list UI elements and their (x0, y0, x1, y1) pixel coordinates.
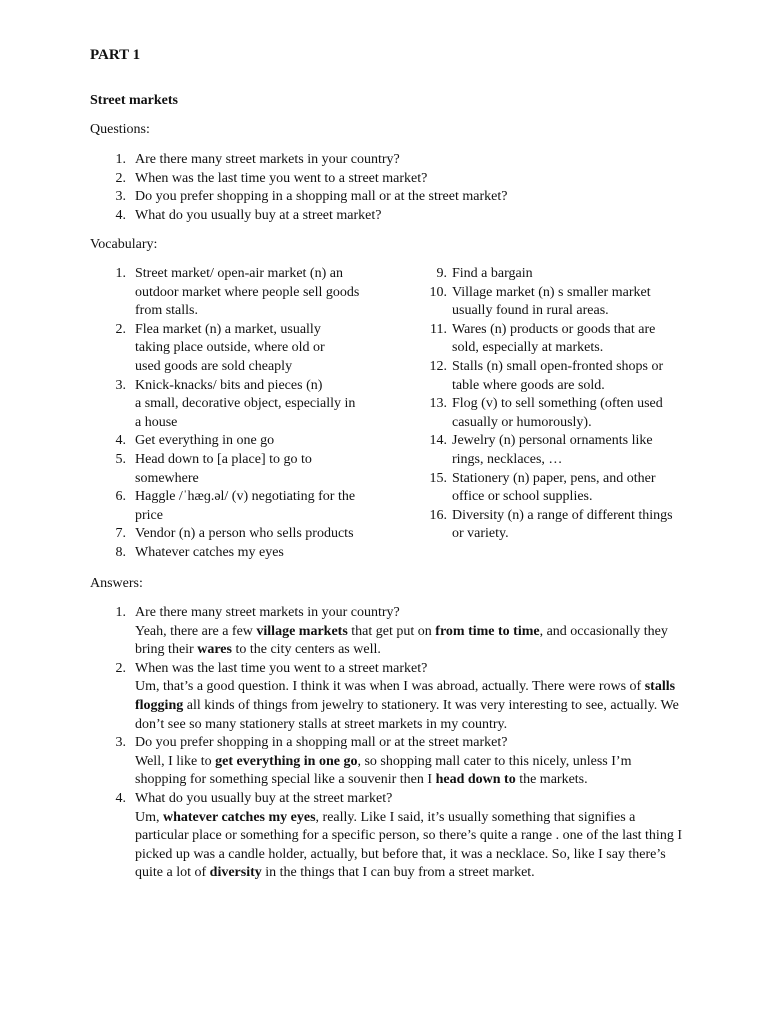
vocab-number: 2. (115, 321, 126, 337)
answer-text: the markets. (515, 772, 588, 788)
vocab-text-line: Knick-knacks/ bits and pieces (n) (135, 377, 323, 393)
answer-line (135, 771, 588, 790)
answer-line (135, 734, 507, 753)
answer-line (135, 790, 392, 809)
answer-text: Um, (135, 809, 163, 825)
answer-line (135, 864, 535, 883)
vocab-text-line: casually or humorously). (452, 414, 592, 430)
vocab-text-line: or variety. (452, 526, 509, 542)
question-text: What do you usually buy at a street market? (135, 207, 382, 223)
answer-line (135, 623, 668, 642)
answer-line (135, 697, 679, 716)
answer-number: 2. (115, 660, 126, 676)
vocab-text-line: price (135, 507, 163, 523)
answer-text: Yeah, there are a few (135, 623, 257, 639)
answer-line (135, 827, 682, 846)
answer-text: picked up was a candle holder, actually, but before that, it was a necklace. So, like I say there’s (135, 846, 666, 862)
vocab-number: 3. (115, 377, 126, 393)
vocab-text-line: somewhere (135, 470, 199, 486)
vocab-number: 14. (429, 433, 447, 449)
answer-keyword: flogging (135, 698, 184, 713)
answer-line (135, 660, 427, 679)
vocab-text-line: Whatever catches my eyes (135, 545, 284, 560)
vocab-text-line: taking place outside, where old or (135, 340, 325, 356)
answer-text: When was the last time you went to a street market? (135, 660, 428, 676)
answer-text: Do you prefer shopping in a shopping mall or at the street market? (135, 735, 508, 751)
vocab-text-line: Stalls (n) small open-fronted shops or (452, 359, 664, 374)
vocab-number: 4. (115, 433, 126, 449)
answer-number: 3. (115, 735, 126, 751)
vocab-number: 6. (115, 489, 126, 505)
vocab-text-line: from stalls. (135, 303, 198, 319)
answer-number: 1. (115, 605, 126, 620)
answer-line (135, 604, 400, 623)
answer-text: in the things that I can buy from a street market. (261, 865, 535, 881)
answer-keyword: head down to (435, 772, 516, 788)
answer-keyword: village markets (256, 623, 348, 639)
part-title: PART 1 (90, 47, 141, 63)
answer-keyword: diversity (209, 865, 262, 881)
answer-text: quite a lot of (135, 865, 210, 881)
vocab-text-line: rings, necklaces, … (452, 452, 563, 467)
vocab-text-line: used goods are sold cheaply (135, 359, 293, 374)
vocab-text-line: Head down to [a place] to go to (135, 452, 312, 467)
question-number: 3. (115, 189, 126, 205)
vocab-text-line: Find a bargain (452, 266, 533, 281)
answer-text: that get put on (347, 623, 436, 639)
vocab-number: 13. (429, 396, 447, 412)
topic-title: Street markets (90, 93, 178, 108)
vocab-text-line: table where goods are sold. (452, 377, 605, 393)
vocab-number: 10. (429, 284, 447, 300)
vocab-number: 15. (429, 470, 447, 486)
vocab-text-line: Flea market (n) a market, usually (135, 321, 321, 337)
answer-text: , so shopping mall cater to this nicely, unless I’m (357, 753, 632, 769)
answer-line (135, 716, 507, 735)
vocab-text-line: Vendor (n) a person who sells products (135, 526, 354, 542)
answer-keyword: from time to time (435, 623, 540, 639)
vocab-number: 7. (115, 526, 126, 542)
answers-label: Answers: (90, 576, 143, 591)
question-number: 1. (115, 152, 126, 167)
vocab-number: 16. (429, 507, 447, 523)
answer-keyword: get everything in one go (215, 753, 358, 769)
answer-keyword: whatever catches my eyes (163, 809, 316, 825)
answer-text: What do you usually buy at the street market? (135, 791, 393, 806)
answer-line (135, 809, 635, 828)
answer-text: don’t see so many stationery stalls at street markets in my country. (135, 716, 508, 732)
vocab-number: 5. (115, 452, 126, 467)
question-number: 2. (115, 170, 126, 186)
answer-text: particular place or something for a specific person, so there’s quite a range . one of the last thing I (135, 828, 682, 844)
answer-number: 4. (115, 791, 126, 806)
vocab-number: 1. (115, 266, 126, 281)
vocab-text-line: office or school supplies. (452, 489, 593, 505)
question-text: Do you prefer shopping in a shopping mall or at the street market? (135, 189, 508, 205)
answer-line (135, 678, 675, 697)
vocab-text-line: Street market/ open-air market (n) an (135, 266, 343, 281)
answer-line (135, 641, 381, 660)
vocab-text-line: a house (135, 414, 178, 430)
vocab-text-line: Wares (n) products or goods that are (452, 321, 656, 337)
vocab-number: 8. (115, 545, 126, 560)
vocab-text-line: Stationery (n) paper, pens, and other (452, 470, 656, 486)
answer-text: , really. Like I said, it’s usually something that signifies a (315, 809, 636, 825)
vocab-number: 9. (436, 266, 447, 281)
vocab-text-line: Village market (n) s smaller market (452, 284, 651, 300)
answer-text: bring their (135, 642, 198, 658)
answer-text: Well, I like to (135, 753, 216, 769)
answer-text: Um, that’s a good question. I think it was when I was abroad, actually. There were rows of (135, 679, 645, 695)
vocab-text-line: Get everything in one go (135, 433, 275, 449)
vocab-text-line: Haggle /ˈhæɡ.əl/ (v) negotiating for the (135, 489, 356, 505)
vocab-text-line: outdoor market where people sell goods (135, 284, 360, 300)
answer-keyword: stalls (644, 679, 676, 695)
vocab-text-line: Diversity (n) a range of different things (452, 507, 673, 523)
vocab-text-line: sold, especially at markets. (452, 340, 604, 356)
vocab-text-line: Flog (v) to sell something (often used (452, 396, 663, 412)
question-text: Are there many street markets in your country? (135, 152, 400, 167)
answer-text: shopping for something special like a souvenir then I (135, 772, 436, 788)
vocab-number: 11. (430, 321, 447, 337)
vocab-text-line: usually found in rural areas. (452, 303, 609, 319)
answer-text: Are there many street markets in your country? (135, 605, 400, 620)
vocab-text-line: a small, decorative object, especially in (135, 396, 356, 412)
question-number: 4. (115, 207, 126, 223)
vocab-text-line: Jewelry (n) personal ornaments like (452, 433, 653, 449)
answer-line (135, 846, 666, 865)
answer-keyword: wares (197, 642, 232, 658)
vocabulary-label: Vocabulary: (90, 237, 158, 252)
question-text: When was the last time you went to a street market? (135, 170, 428, 186)
vocab-number: 12. (429, 359, 447, 374)
answer-line (135, 753, 631, 772)
questions-label: Questions: (90, 122, 150, 137)
answer-text: all kinds of things from jewelry to stationery. It was very interesting to see, actually. We (183, 698, 679, 713)
answer-text: , and occasionally they (539, 623, 668, 639)
answer-text: to the city centers as well. (231, 642, 381, 658)
